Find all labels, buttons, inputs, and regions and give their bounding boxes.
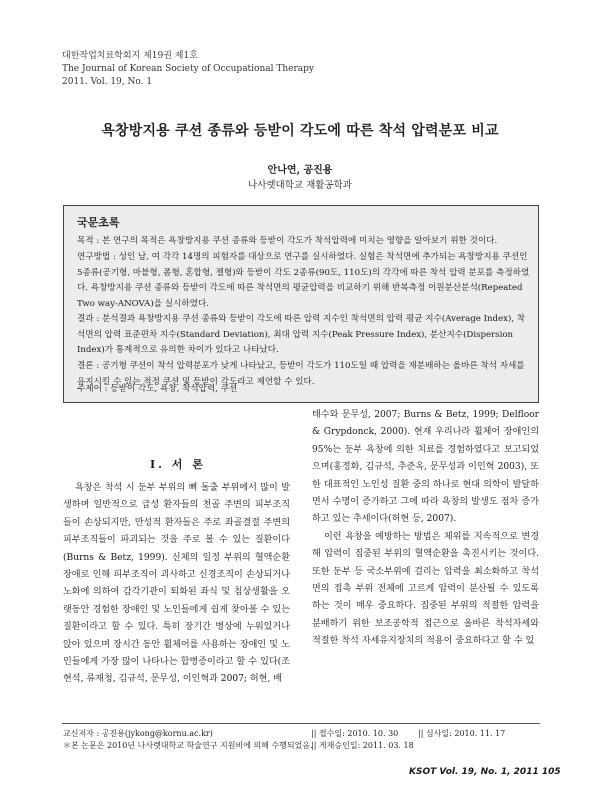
authors: 안나연, 공진용 [267,165,333,176]
section-title-introduction: Ⅰ. 서 론 [150,458,206,471]
abstract-conclusion: 결론 : 공기형 쿠션이 착석 압력분포가 낮게 나타났고, 등받이 각도가 110도일 때 압력을 재분배하는 올바른 착석 자세를 유지시킬 수 있는 적정 쿠션 및 등받이 각도라고 제언할 수 있다. [77,361,525,387]
abstract-box [63,205,539,403]
funding-note: ＊본 논문은 2010년 나사렛대학교 학술연구 지원비에 의해 수행되었음. [63,741,313,750]
received-date: || 접수일: 2010. 10. 30 [311,729,399,738]
paragraph: 이런 욕창을 예방하는 방법은 체위를 지속적으로 변경해 압력이 집중된 부위의 혈액순환을 촉진시키는 것이다. 또한 둔부 등 국소부위에 걸리는 압력을 최소화하고 착석면의 접촉 부위 전체에 고르게 압력이 분산될 수 있도록 하는 것이 매우 중요하다. 집중된 부위의 적절한 압력을 분배하기 위한 보조공학적 접근으로 올바른 착석자세와 적절한 착석 자세유지장치의 적용이 중요하다고 할 수 있 [312,531,539,647]
paragraph: 태수와 문무성, 2007; Burns & Betz, 1999; Delfloor & Grypdonck, 2000). 현재 우리나라 휠체어 장애인의 95%는 둔부 욕창에 의한 치료를 경험하였다고 보고되었으며(홍정화, 김규석, 추준옥, 문무성과 이인혁 2003), 또한 대표적인 노인성 질환 중의 하나로 현대 의학이 발달하면서 수명이 증가하고 그에 따라 욕창의 발생도 점차 증가하고 있는 추세이다(허현 등, 2007). [312,410,539,525]
left-column [63,480,290,689]
abstract-heading: 국문초록 [77,216,120,229]
page-footer: KSOT Vol. 19, No. 1, 2011 105 [409,767,561,777]
journal-header [62,50,314,89]
abstract-purpose: 목적 : 본 연구의 목적은 욕창방지용 쿠션 종류와 등받이 각도가 착석압력에 미치는 영향을 알아보기 위한 것이다. [77,236,498,246]
reviewed-date: || 심사일: 2010. 11. 17 [418,729,506,738]
footer-divider [62,723,540,724]
journal-korean-title: 대한작업치료학회지 제19권 제1호 [62,51,198,61]
journal-english-title: The Journal of Korean Society of Occupational Therapy [62,64,315,74]
affiliation: 나사렛대학교 재활공학과 [248,180,352,191]
abstract-result: 결과 : 분석결과 욕창방지용 쿠션 종류와 등받이 각도에 따른 압력 지수인 착석면의 압력 평균 지수(Average Index), 착석면의 압력 표준편차 지수(Standard Deviation), 최대 압력 지수(Peak Pressure Index), 분산지수(Dispersion Index)가 통계적으로 유의한 차이가 있다고 나타났다. [77,314,526,355]
paragraph: 욕창은 착석 시 둔부 부위의 뼈 돌출 부위에서 많이 발생하며 일반적으로 급성 환자들의 천골 주변의 피부조직들이 손상되지만, 만성적 환자들은 주로 좌골결절 주변의 피부조직들이 파괴되는 것을 주로 볼 수 있는 질환이다(Burns & Betz, 1999). 신체의 일정 부위의 혈액순환 장애로 인해 피부조직이 괴사하고 신경조직이 손상되거나 노화에 의하여 감각기관이 퇴화된 좌식 및 침상생활을 오랫동안 경험한 장애인 및 노인들에게 쉽게 찾아볼 수 있는 질환이라고 할 수 있다. 특히 장기간 병상에 누워있거나 앉아 있으며 장시간 동안 휠체어를 사용하는 장애인 및 노인들에게 가장 많이 나타나는 합병증이라고 할 수 있다(조현석, 류재청, 김규석, 문무성, 이인혁과 2007; 허현, 배 [63,483,290,685]
correspondence-note: 교신저자 : 공진용(jykong@kornu.ac.kr) [63,729,213,738]
abstract-keywords: 주제어 : 등받이 각도, 욕창, 착석압력, 쿠션 [77,384,238,394]
right-column [312,407,539,651]
abstract-method: 연구방법 : 성인 남, 여 각각 14명의 피험자를 대상으로 연구를 실시하였다. 실험은 착석면에 추가되는 욕창방지용 쿠션인 5종류(공기형, 마블형, 폼형, 혼합형, 젤형)와 등받이 각도 2종류(90도, 110도)의 각각에 따른 착석 압력 분포를 측정하였다. 욕창방지용 쿠션 종류와 등받이 각도에 따른 착석면의 평균압력을 비교하기 위해 반복측정 이원분산분석(Repeated Two way-ANOVA)을 실시하였다. [77,252,530,309]
accepted-date: || 게재승인일: 2011. 03. 18 [311,741,414,750]
paper-title: 욕창방지용 쿠션 종류와 등받이 각도에 따른 착석 압력분포 비교 [101,123,499,139]
journal-volume: 2011. Vol. 19, No. 1 [62,77,153,87]
